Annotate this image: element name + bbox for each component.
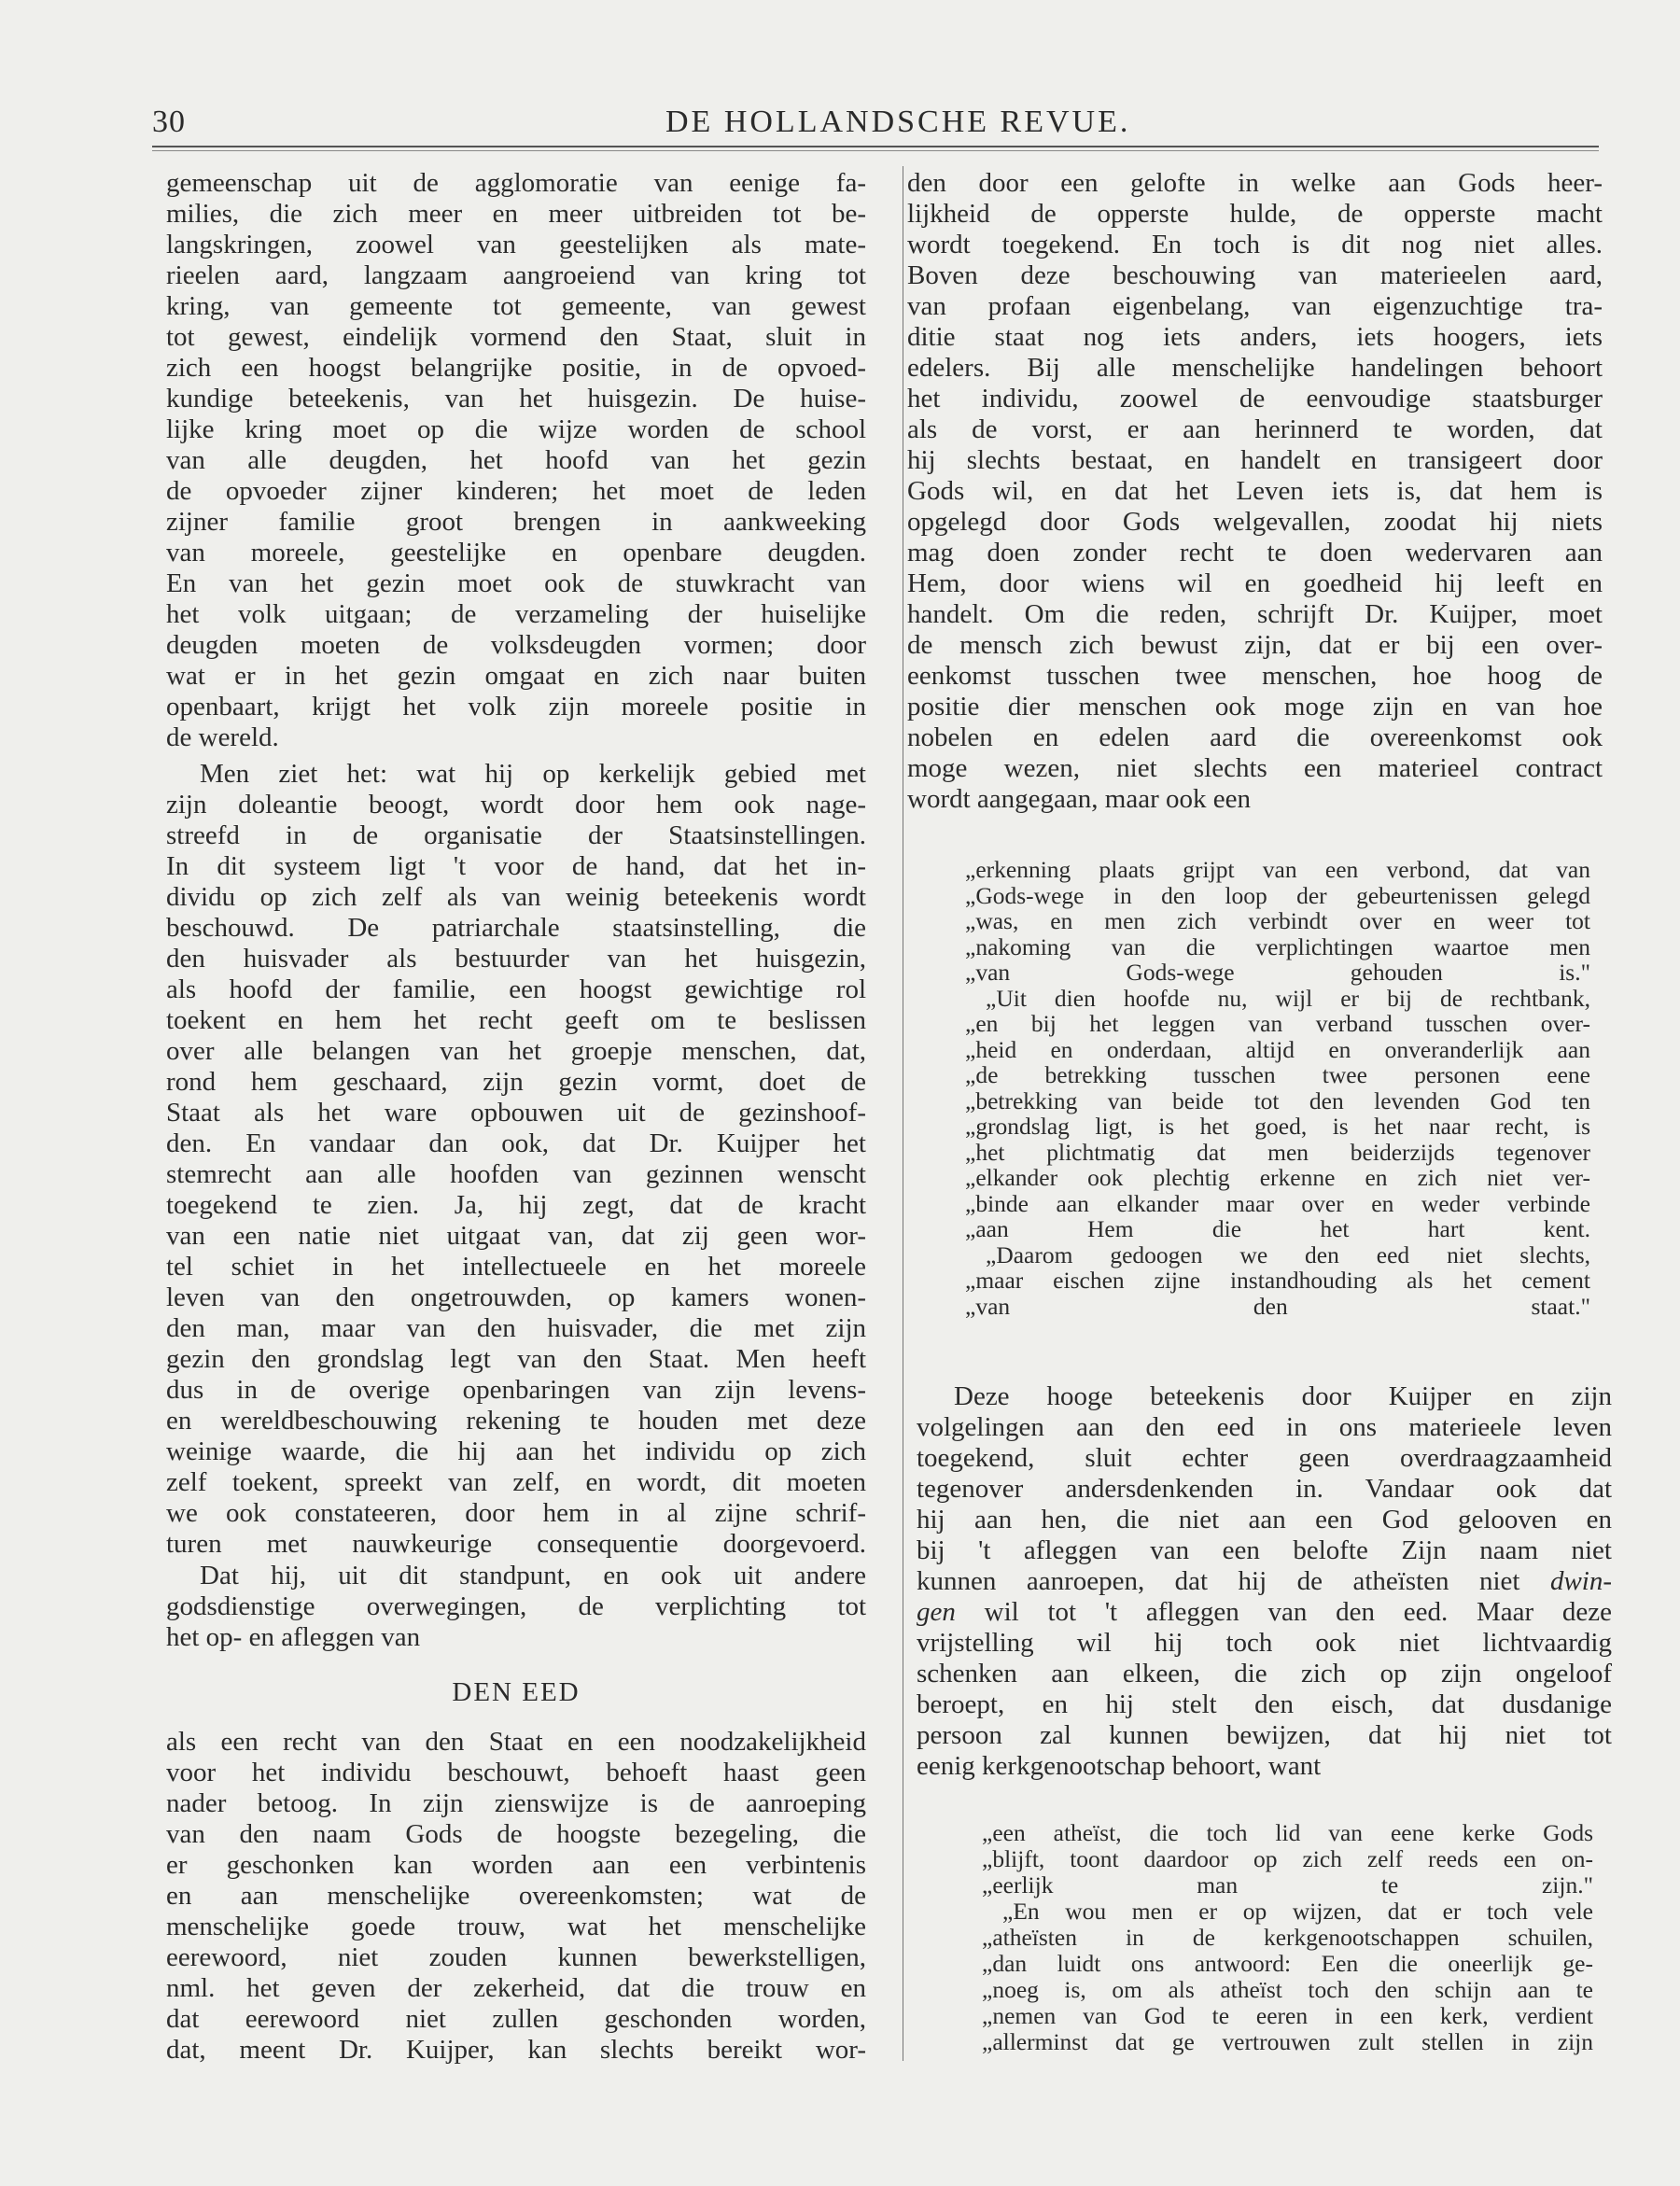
text-line: wordt toegekend. En toch is dit nog niet alles. [907,230,1603,259]
text-line: van een natie niet uitgaat van, dat zij geen wor- [166,1221,866,1251]
text-line: „de betrekking tusschen twee personen eene [965,1061,1590,1088]
text-line: lijkheid de opperste hulde, de opperste macht [907,199,1603,229]
text-line: edelers. Bij alle menschelijke handelingen behoort [907,353,1603,383]
text-line: moge wezen, niet slechts een materieel contract [907,753,1603,783]
text-line: als de vorst, er aan herinnerd te worden, dat [907,414,1603,444]
text-line: de opvoeder zijner kinderen; het moet de leden [166,476,866,506]
text-span: eenig kerkgenootschap behoort, want [917,1751,1322,1781]
text-line: als hoofd der familie, een hoogst gewichtige rol [166,974,866,1004]
text-line: „En wou men er op wijzen, dat er toch vele [1002,1898,1593,1925]
text-line: zelf toekent, spreekt van zelf, en wordt, dit moeten [166,1467,866,1497]
running-title: DE HOLLANDSCHE REVUE. [665,105,1131,139]
text-line: „blijft, toont daardoor op zich zelf reeds een on- [982,1845,1593,1872]
text-line: „van Gods-wege gehouden is." [965,959,1590,986]
text-line: en wereldbeschouwing rekening te houden met deze [166,1406,866,1436]
text-line [917,1535,1612,1565]
text-line: stemrecht aan alle hoofden van gezinnen wenscht [166,1159,866,1189]
text-line: opgelegd door Gods welgevallen, zoodat hij niets [907,507,1603,537]
text-line: Men ziet het: wat hij op kerkelijk gebied met [200,759,866,789]
text-line: menschelijke goede trouw, wat het menschelijke [166,1912,866,1941]
text-line: deugden moeten de volksdeugden vormen; door [166,630,866,660]
text-line: Gods wil, en dat het Leven iets is, dat hem is [907,476,1603,506]
text-line: „erkenning plaats grijpt van een verbond, dat van [965,856,1590,883]
text-line: de wereld. [166,722,279,752]
header-rule-thin [152,150,1599,151]
text-line: ditie staat nog iets anders, iets hoogers, iets [907,322,1603,352]
text-line: Dat hij, uit dit standpunt, en ook uit andere [200,1561,866,1590]
text-line: „elkander ook plechtig erkenne en zich niet ver- [965,1164,1590,1191]
text-line: „een atheïst, die toch lid van eene kerke Gods [982,1819,1593,1846]
text-line: „allerminst dat ge vertrouwen zult stellen in zijn [982,2028,1593,2055]
text-line: Staat als het ware opbouwen uit de gezinshoof- [166,1098,866,1128]
text-line: „Gods-wege in den loop der gebeurtenissen gelegd [965,881,1590,909]
text-span: hij aan hen, die niet aan een God gelooven en [917,1505,1612,1534]
text-line: het individu, zoowel de eenvoudige staatsburger [907,384,1603,413]
text-line: „Uit dien hoofde nu, wijl er bij de rechtbank, [986,984,1590,1012]
text-line: dus in de overige openbaringen van zijn levens- [166,1375,866,1405]
text-line [917,1566,1612,1596]
text-line: de mensch zich bewust zijn, dat er bij een over- [907,630,1603,660]
text-line: nobelen en edelen aard die overeenkomst ook [907,722,1603,752]
text-line: weinige waarde, die hij aan het individu op zich [166,1436,866,1466]
text-line: leven van den ongetrouwden, op kamers wonen- [166,1282,866,1312]
text-line: streefd in de organisatie der Staatsinstellingen. [166,820,866,850]
text-line: „grondslag ligt, is het goed, is het naar recht, is [965,1113,1590,1140]
text-line: het op- en afleggen van [166,1622,421,1652]
text-line: zijner familie groot brengen in aankweeking [166,507,866,537]
text-span: Deze hooge beteekenis door Kuijper en zijn [954,1381,1612,1411]
text-line: gezin den grondslag legt van den Staat. Men heeft [166,1344,866,1374]
text-line: rond hem geschaard, zijn gezin vormt, doet de [166,1067,866,1097]
emphasis-text: dwin- [1549,1566,1613,1596]
text-line: dat, meent Dr. Kuijper, kan slechts bereikt wor- [166,2035,866,2065]
text-line: „eerlijk man te zijn." [982,1871,1593,1899]
text-line: van profaan eigenbelang, van eigenzuchtige tra- [907,291,1603,321]
text-line: voor het individu beschouwt, behoeft haast geen [166,1758,866,1787]
text-line: er geschonken kan worden aan een verbintenis [166,1850,866,1880]
text-line: kring, van gemeente tot gemeente, van gewest [166,291,866,321]
text-line: we ook constateeren, door hem in al zijne schrif- [166,1498,866,1528]
text-span: schenken aan elkeen, die zich op zijn ongeloof [917,1659,1612,1689]
text-line: wordt aangegaan, maar ook een [907,784,1251,814]
text-span: volgelingen aan den eed in ons materieele leven [917,1412,1612,1442]
text-line: „heid en onderdaan, altijd en onveranderlijk aan [965,1035,1590,1063]
text-line: handelt. Om die reden, schrijft Dr. Kuijper, moet [907,599,1603,629]
page-header [152,105,1599,151]
text-line: wat er in het gezin omgaat en zich naar buiten [166,661,866,691]
text-line: „nemen van God te eeren in een kerk, verdient [982,2002,1593,2029]
text-line: „nakoming van die verplichtingen waartoe men [965,932,1590,960]
text-line [917,1628,1612,1658]
text-line: lijke kring moet op die wijze worden de school [166,414,866,444]
text-line: mag doen zonder recht te doen wedervaren aan [907,538,1603,568]
text-line [954,1381,1612,1411]
text-line: „betrekking van beide tot den levenden God ten [965,1086,1590,1114]
text-line: En van het gezin moet ook de stuwkracht van [166,568,866,598]
text-line: godsdienstige overwegingen, de verplichting tot [166,1591,866,1621]
text-line [917,1597,1612,1627]
text-line: toekent en hem het recht geeft om te beslissen [166,1005,866,1035]
text-span: kunnen aanroepen, dat hij de atheïsten niet [917,1566,1520,1596]
text-line: „atheïsten in de kerkgenootschappen schuilen, [982,1924,1593,1951]
text-line [917,1689,1612,1719]
text-line: „aan Hem die het hart kent. [965,1215,1590,1242]
text-line: In dit systeem ligt 't voor de hand, dat het in- [166,851,866,881]
text-line: eenkomst tusschen twee menschen, hoe hoog de [907,661,1603,691]
text-line: toegekend te zien. Ja, hij zegt, dat de kracht [166,1190,866,1220]
text-line: dividu op zich zelf als van weinig beteekenis wordt [166,882,866,912]
text-line: als een recht van den Staat en een noodzakelijkheid [166,1727,866,1757]
text-line [917,1659,1612,1689]
text-line: het volk uitgaan; de verzameling der huiselijke [166,599,866,629]
header-rule [152,146,1599,147]
text-line: beschouwd. De patriarchale staatsinstelling, die [166,913,866,943]
text-line: gemeenschap uit de agglomoratie van eenige fa- [166,168,866,198]
section-heading: DEN EED [452,1677,581,1707]
text-line: kundige beteekenis, van het huisgezin. De huise- [166,384,866,413]
text-line: eerewoord, niet zouden kunnen bewerkstelligen, [166,1942,866,1972]
text-line: over alle belangen van het groepje menschen, dat, [166,1036,866,1066]
text-line: openbaart, krijgt het volk zijn moreele positie in [166,692,866,722]
text-line: nml. het geven der zekerheid, dat die trouw en [166,1973,866,2003]
text-line: turen met nauwkeurige consequentie doorgevoerd. [166,1529,866,1559]
text-span: vrijstelling wil hij toch ook niet lichtvaardig [917,1628,1612,1658]
text-line: „en bij het leggen van verband tusschen over- [965,1010,1590,1037]
text-line: positie dier menschen ook moge zijn en van hoe [907,692,1603,722]
text-line: dat eerewoord niet zullen geschonden worden, [166,2004,866,2034]
text-line: hij slechts bestaat, en handelt en transigeert door [907,445,1603,475]
text-line: Hem, door wiens wil en goedheid hij leeft en [907,568,1603,598]
text-line: tot gewest, eindelijk vormend den Staat, sluit in [166,322,866,352]
text-span: tegenover andersdenkenden in. Vandaar ook dat [917,1474,1612,1504]
text-span: beroept, en hij stelt den eisch, dat dusdanige [917,1689,1612,1719]
text-line: „het plichtmatig dat men beiderzijds tegenover [965,1138,1590,1166]
text-line [917,1443,1612,1473]
text-line: rieelen aard, langzaam aangroeiend van kring tot [166,260,866,290]
text-line: nader betoog. In zijn zienswijze is de aanroeping [166,1788,866,1818]
text-line: „Daarom gedoogen we den eed niet slechts, [986,1240,1590,1268]
text-line [917,1505,1612,1534]
text-line: den man, maar van den huisvader, die met zijn [166,1313,866,1343]
text-line: langskringen, zoowel van geestelijken als mate- [166,230,866,259]
text-line: „was, en men zich verbindt over en weer tot [965,907,1590,934]
text-line: „van den staat." [965,1292,1590,1320]
text-line [917,1412,1612,1442]
text-line: tel schiet in het intellectueele en het moreele [166,1252,866,1282]
text-line: van moreele, geestelijke en openbare deugden. [166,538,866,568]
text-line: van alle deugden, het hoofd van het gezin [166,445,866,475]
text-line: zijn doleantie beoogt, wordt door hem ook nage- [166,790,866,820]
emphasis-text: gen [917,1597,956,1627]
text-line: van den naam Gods de hoogste bezegeling, die [166,1819,866,1849]
text-line: „binde aan elkander maar over en weder verbinde [965,1189,1590,1217]
text-span: toegekend, sluit echter geen overdraagzaamheid [917,1443,1612,1473]
text-line: zich een hoogst belangrijke positie, in de opvoed- [166,353,866,383]
text-span: persoon zal kunnen bewijzen, dat hij niet tot [917,1720,1612,1750]
page-number: 30 [152,105,186,139]
text-line: „maar eischen zijne instandhouding als het cement [965,1267,1590,1294]
text-line: „noeg is, om als atheïst toch den schijn aan te [982,1976,1593,2003]
text-line: Boven deze beschouwing van materieelen aard, [907,260,1603,290]
text-line: „dan luidt ons antwoord: Een die oneerlijk ge- [982,1950,1593,1977]
text-line [917,1474,1612,1504]
text-line: den huisvader als bestuurder van het huisgezin, [166,944,866,974]
text-line: den door een gelofte in welke aan Gods heer- [907,168,1603,198]
text-line [917,1751,1612,1781]
text-span: wil tot 't afleggen van den eed. Maar deze [984,1597,1613,1627]
text-line: milies, die zich meer en meer uitbreiden tot be- [166,199,866,229]
text-line: den. En vandaar dan ook, dat Dr. Kuijper het [166,1128,866,1158]
text-span: bij 't afleggen van een belofte Zijn naam niet [917,1535,1612,1565]
text-line [917,1720,1612,1750]
text-line: en aan menschelijke overeenkomsten; wat de [166,1881,866,1911]
